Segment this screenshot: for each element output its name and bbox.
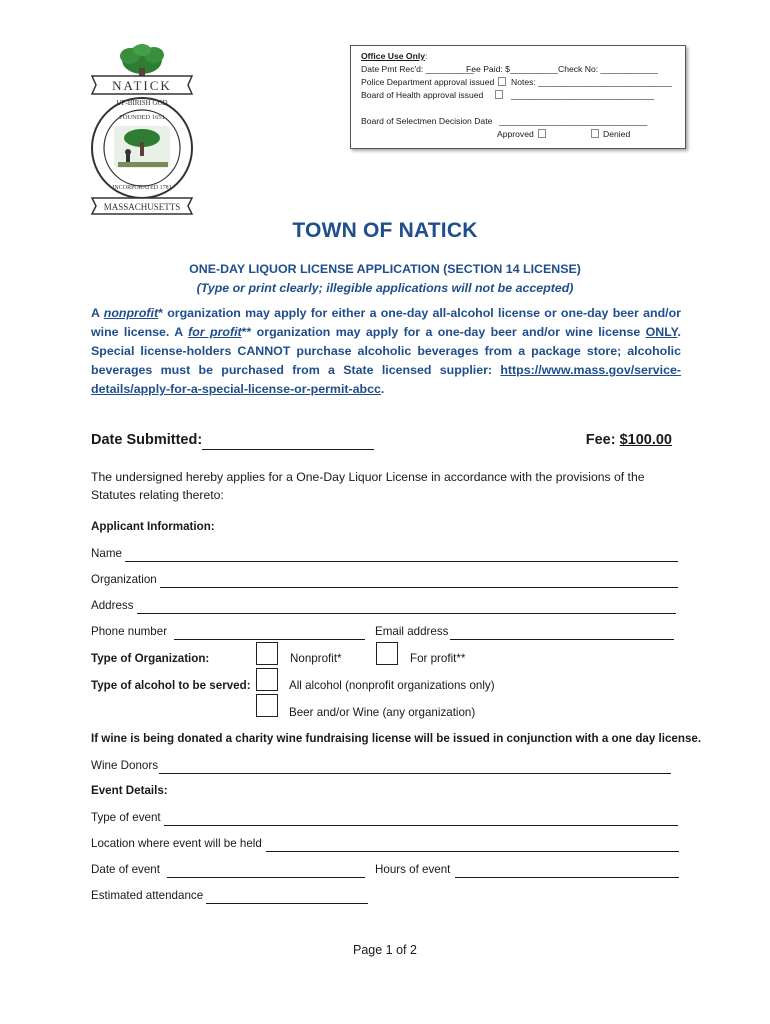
nonprofit-term: nonprofit: [103, 306, 159, 320]
office-selectmen-line: _______________________________: [499, 116, 648, 126]
wine-donors-field[interactable]: [159, 773, 671, 774]
phone-field[interactable]: [174, 639, 365, 640]
police-checkbox[interactable]: [498, 77, 506, 86]
only-term: ONLY: [645, 325, 678, 339]
event-location-field[interactable]: [266, 851, 679, 852]
event-type-label: Type of event: [91, 811, 161, 824]
fee-label: Fee: $100.00: [585, 432, 672, 448]
nonprofit-option: Nonprofit*: [290, 652, 342, 665]
seal-founded: FOUNDED 1651: [119, 114, 165, 121]
forprofit-term: for profit: [188, 325, 242, 339]
denied-checkbox[interactable]: [591, 129, 599, 138]
office-selectmen: Board of Selectmen Decision Date: [361, 116, 493, 126]
approved-checkbox[interactable]: [538, 129, 546, 138]
email-field[interactable]: [450, 639, 674, 640]
town-seal-logo: [88, 42, 196, 218]
date-submitted-field[interactable]: [202, 449, 374, 450]
health-checkbox[interactable]: [495, 90, 503, 99]
office-approved: Approved: [497, 128, 550, 141]
seal-motto: UP-BIRISH GOD: [116, 99, 168, 107]
office-use-box: [350, 45, 686, 149]
org-type-label: Type of Organization:: [91, 652, 210, 665]
declaration-text: The undersigned hereby applies for a One-Day Liquor License in accordance with the provisions of the Statutes relating thereto:: [91, 470, 645, 502]
office-fee-paid: Fee Paid: $__________: [466, 64, 558, 74]
form-subtitle: ONE-DAY LIQUOR LICENSE APPLICATION (SECTION 14 LICENSE): [189, 262, 581, 276]
office-check-no: Check No: ____________: [558, 64, 658, 74]
all-alcohol-checkbox[interactable]: [256, 668, 278, 691]
event-location-label: Location where event will be held: [91, 837, 262, 850]
office-police: Police Department approval issued: [361, 76, 510, 89]
event-date-label: Date of event: [91, 863, 160, 876]
address-label: Address: [91, 599, 134, 612]
all-alcohol-option: All alcohol (nonprofit organizations only): [289, 679, 495, 692]
intro-paragraph: A nonprofit* organization may apply for either a one-day all-alcohol license or one-day beer and/or wine license. A for profit** organization may apply for a one-day beer and/or wine license ONLY. Special license-holders CANNOT purchase alcoholic beverages from a package store; alcoholic beverages must be purchased from a State licensed supplier: https://www.mass.gov/service-details/apply-for-a-special-license-or-permit-abcc.: [91, 306, 681, 396]
seal-banner-bottom: MASSACHUSETTS: [103, 202, 181, 212]
phone-label: Phone number: [91, 625, 168, 638]
wine-note: If wine is being donated a charity wine fundraising license will be issued in conjunction with a one day license.: [91, 732, 702, 745]
page-number: Page 1 of 2: [353, 943, 417, 957]
office-notes: Notes: ____________________________: [511, 77, 673, 87]
address-field[interactable]: [137, 613, 676, 614]
event-hours-label: Hours of event: [375, 863, 451, 876]
page-title: TOWN OF NATICK: [292, 219, 478, 242]
forprofit-checkbox[interactable]: [376, 642, 398, 665]
event-type-field[interactable]: [164, 825, 678, 826]
wine-donors-label: Wine Donors: [91, 759, 159, 772]
email-label: Email address: [375, 625, 449, 638]
form-instructions: (Type or print clearly; illegible applications will not be accepted): [196, 281, 574, 295]
beer-wine-checkbox[interactable]: [256, 694, 278, 717]
office-denied: Denied: [587, 128, 630, 141]
organization-label: Organization: [91, 573, 157, 586]
seal-incorporated: INCORPORATED 1781: [112, 185, 172, 191]
name-field[interactable]: [125, 561, 678, 562]
date-submitted-label: Date Submitted:: [91, 432, 203, 448]
event-heading: Event Details:: [91, 784, 168, 797]
attendance-field[interactable]: [206, 903, 368, 904]
name-label: Name: [91, 547, 122, 560]
attendance-label: Estimated attendance: [91, 889, 204, 902]
alcohol-type-label: Type of alcohol to be served:: [91, 679, 251, 692]
nonprofit-checkbox[interactable]: [256, 642, 278, 665]
office-heading: Office Use Only:: [361, 51, 428, 61]
seal-banner-top: NATICK: [112, 78, 172, 93]
office-health-line: ______________________________: [511, 90, 655, 100]
event-hours-field[interactable]: [455, 877, 679, 878]
applicant-heading: Applicant Information:: [91, 520, 215, 533]
event-date-field[interactable]: [167, 877, 365, 878]
office-health: Board of Health approval issued: [361, 89, 507, 102]
beer-wine-option: Beer and/or Wine (any organization): [289, 706, 476, 719]
fee-value: $100.00: [619, 432, 672, 448]
office-date-pmt: Date Pmt Rec'd: __________: [361, 64, 474, 74]
abcc-link[interactable]: https://www.mass.gov/service-details/apply-for-a-special-license-or-permit-abcc: [91, 363, 681, 396]
organization-field[interactable]: [160, 587, 678, 588]
forprofit-option: For profit**: [410, 652, 466, 665]
